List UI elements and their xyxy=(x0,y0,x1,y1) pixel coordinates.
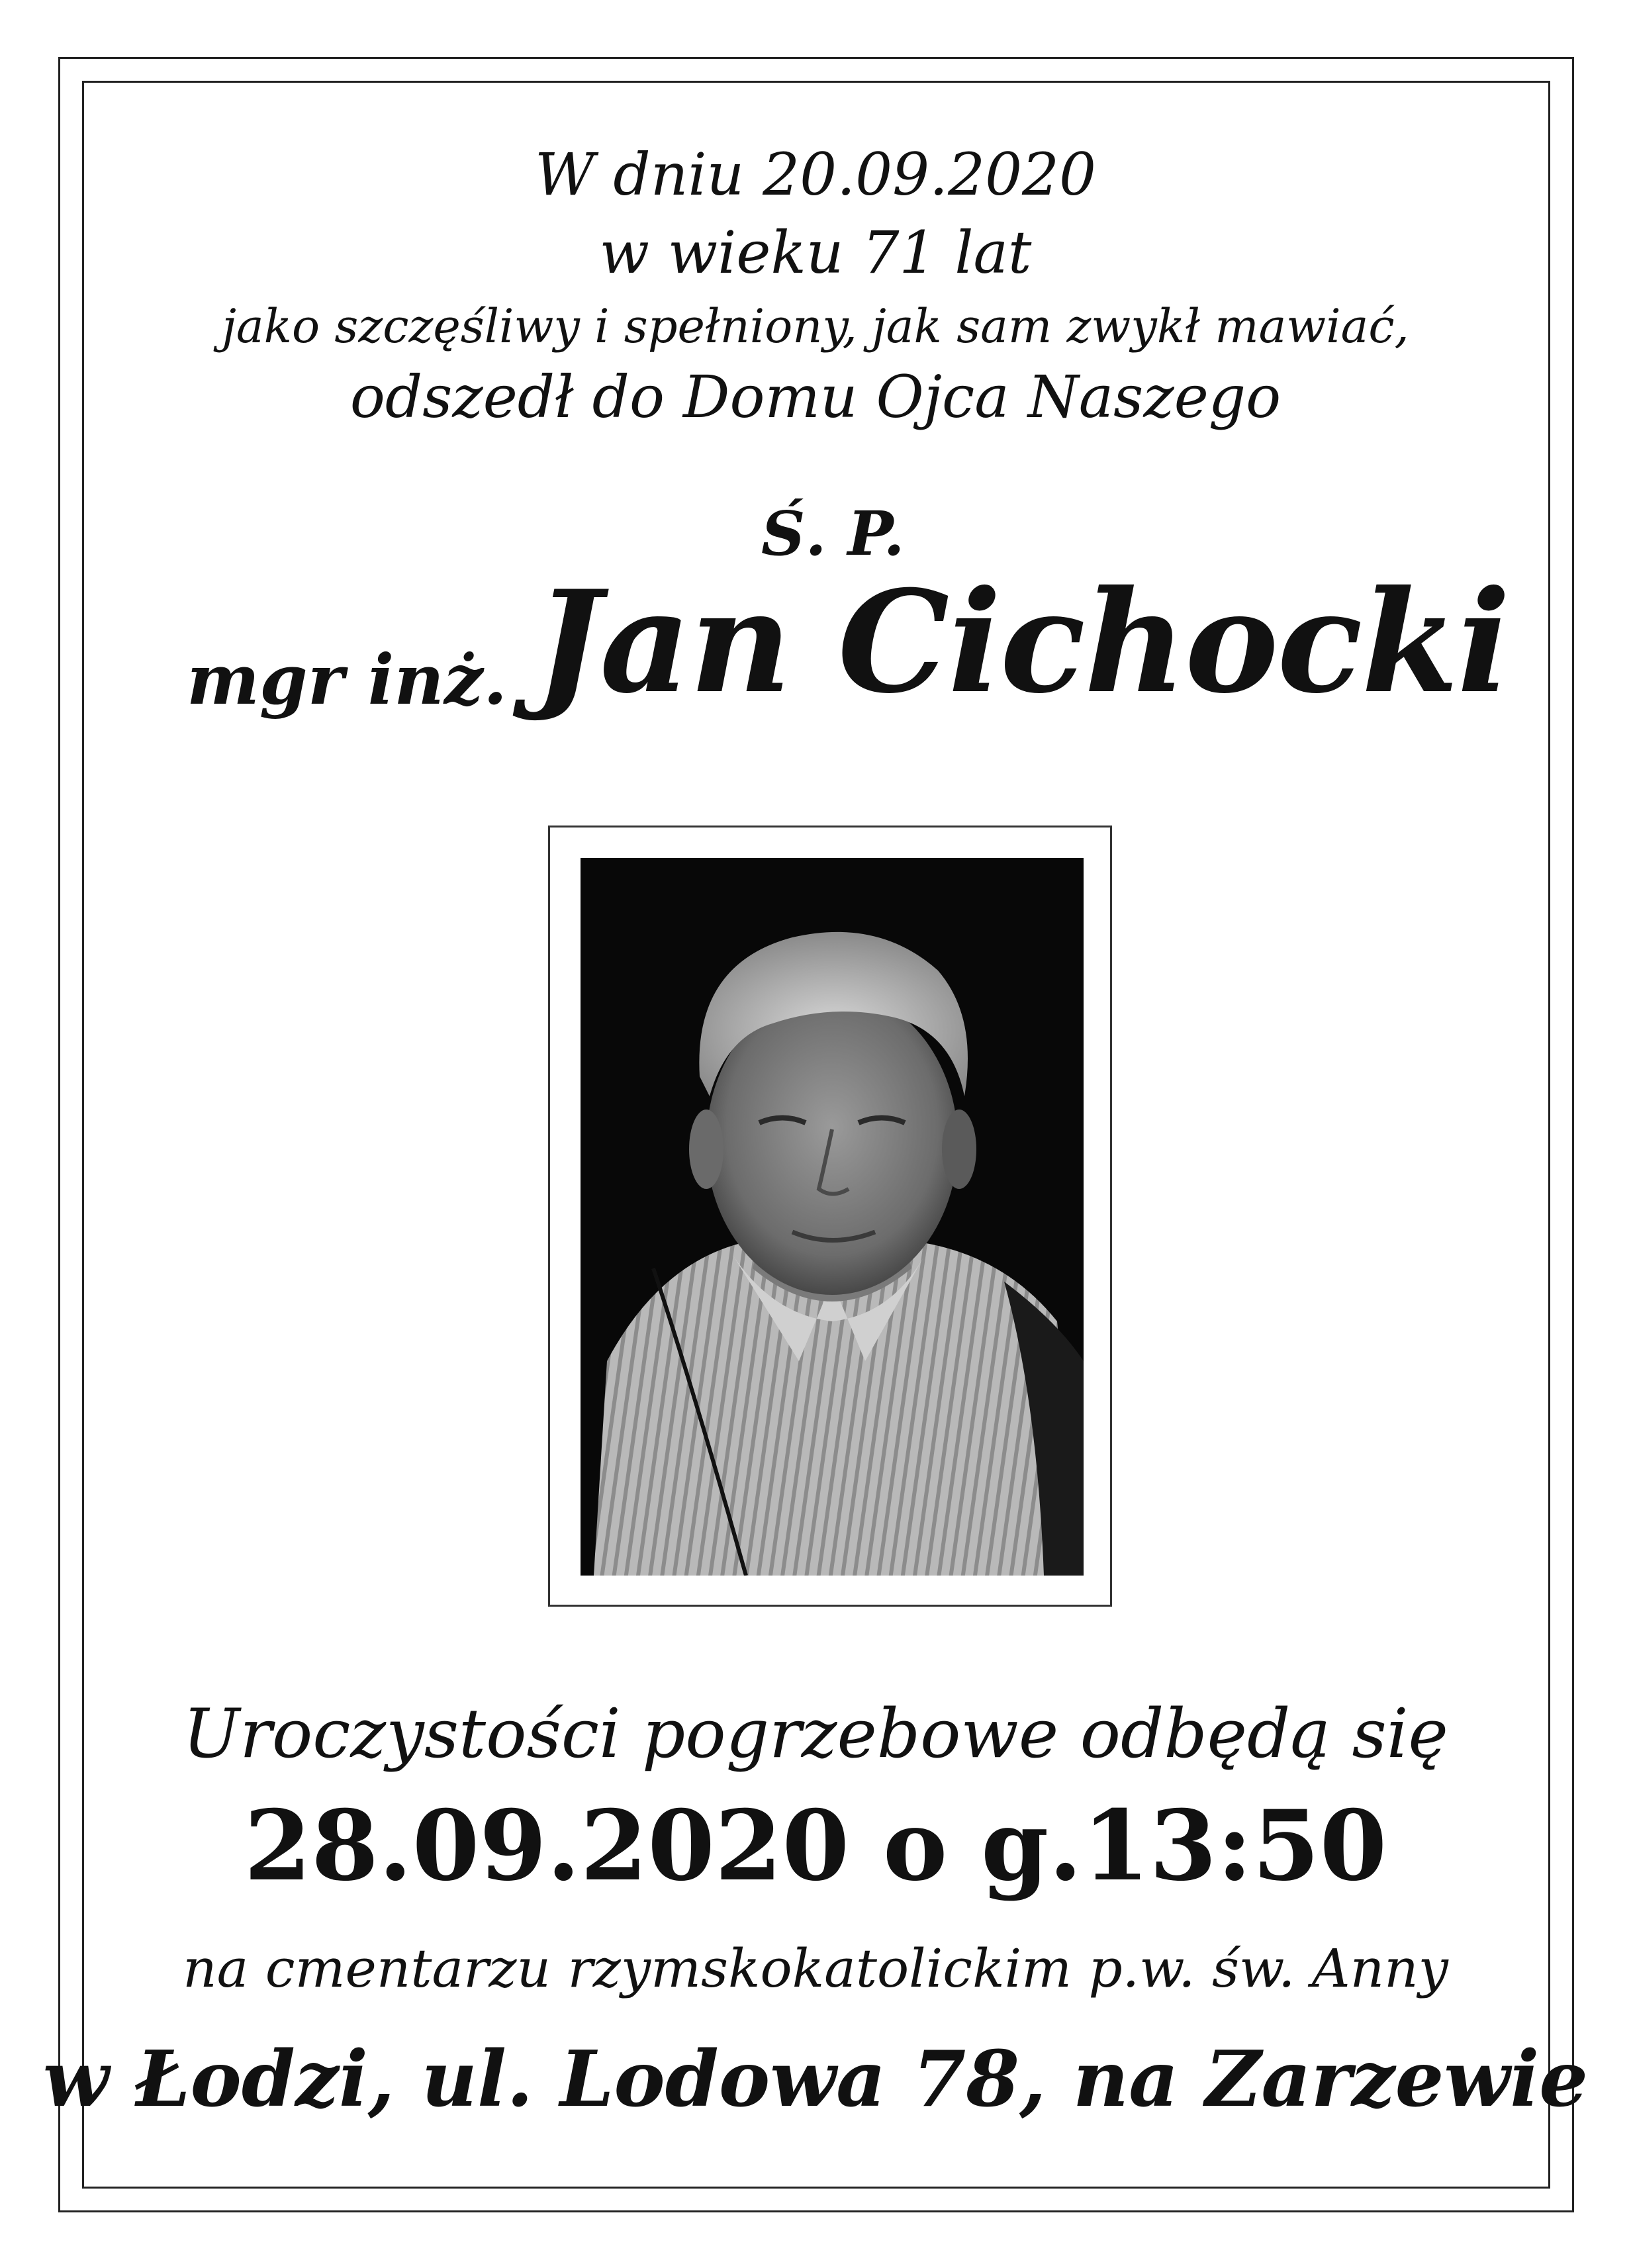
funeral-announcement-line: Uroczystości pogrzebowe odbędą się xyxy=(183,1695,1448,1773)
quote-line: jako szczęśliwy i spełniony, jak sam zwykł mawiać, xyxy=(222,299,1409,354)
passed-away-line: odszedł do Domu Ojca Naszego xyxy=(350,363,1282,431)
portrait-photo xyxy=(581,858,1084,1576)
honorific: Ś. P. xyxy=(761,498,905,569)
age-line: w wieku 71 lat xyxy=(599,218,1032,287)
deceased-name: Jan Cichocki xyxy=(535,559,1510,724)
funeral-datetime: 28.09.2020 o g.13:50 xyxy=(244,1789,1387,1903)
date-of-death-line: W dniu 20.09.2020 xyxy=(534,140,1097,209)
academic-title: mgr inż. xyxy=(187,639,508,720)
cemetery-address: w Łodzi, ul. Lodowa 78, na Zarzewie xyxy=(42,2034,1589,2124)
cemetery-line: na cmentarzu rzymskokatolickim p.w. św. Anny xyxy=(183,1938,1448,1999)
photo-frame xyxy=(548,826,1112,1607)
